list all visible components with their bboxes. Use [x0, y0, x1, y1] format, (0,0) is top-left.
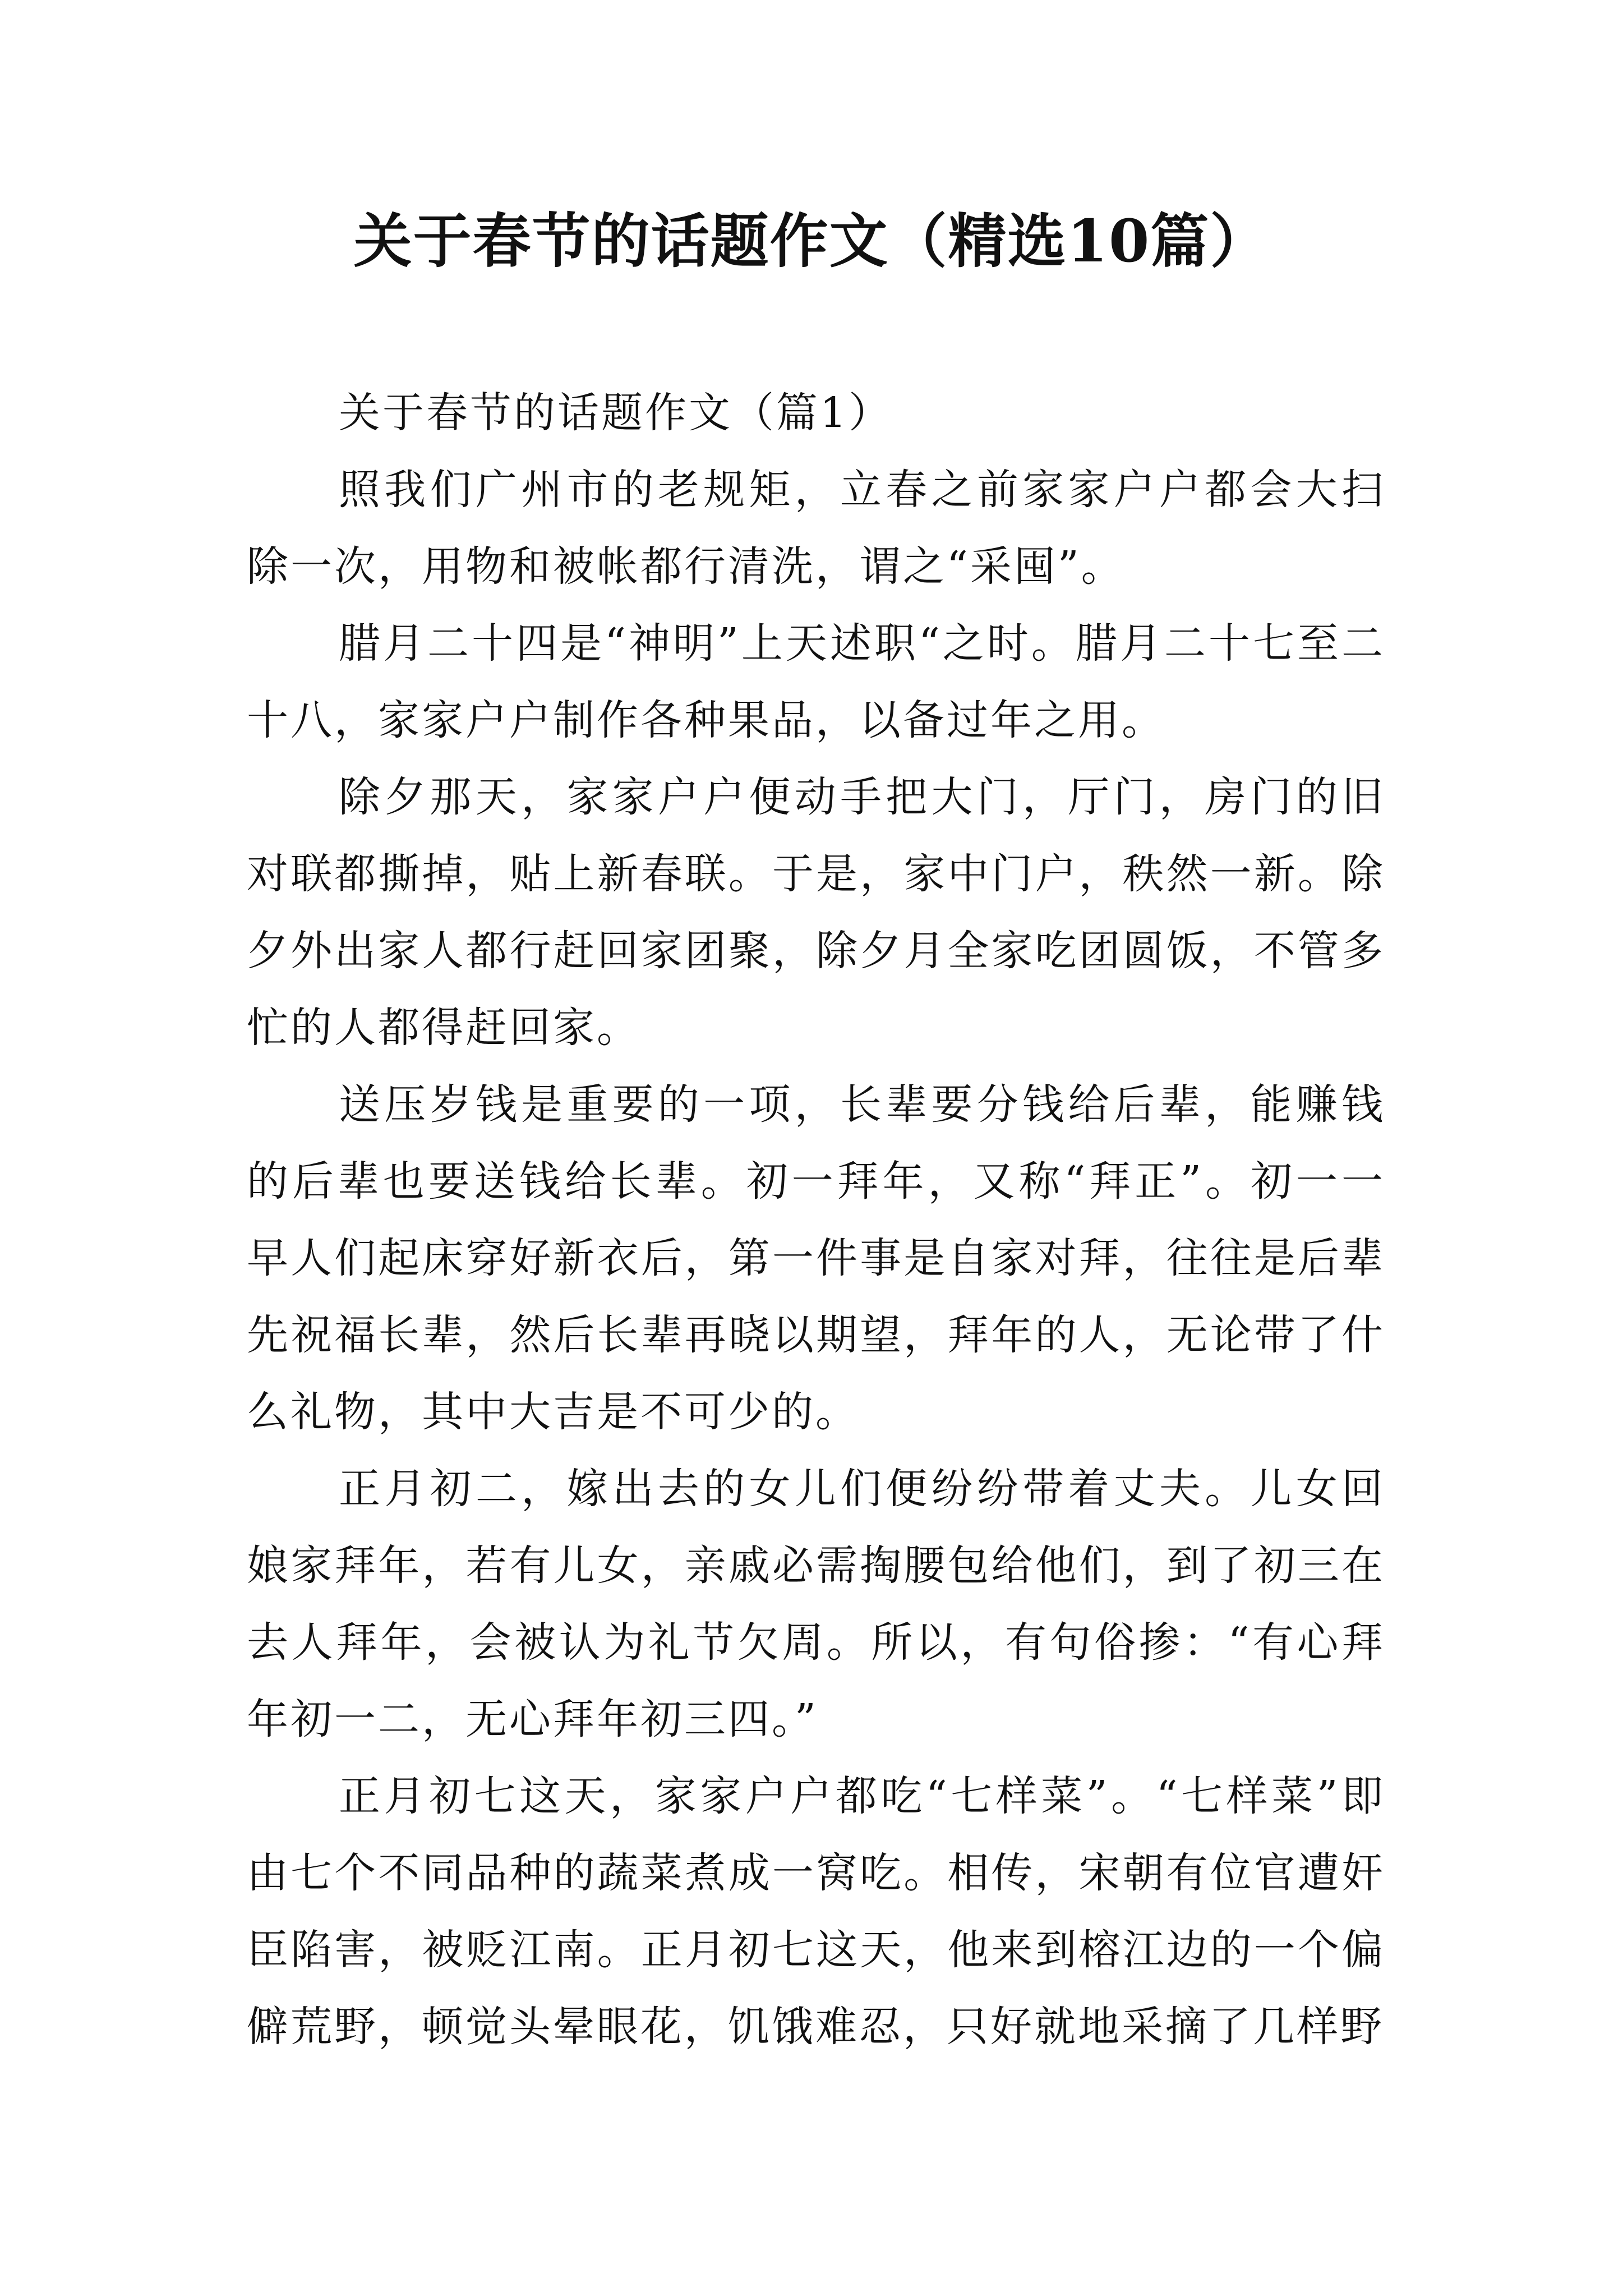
- paragraph-1: 照我们广州市的老规矩，立春之前家家户户都会大扫除一次，用物和被帐都行清洗，谓之“采囤”。: [247, 466, 1385, 591]
- section-heading: 关于春节的话题作文（篇1）: [339, 389, 893, 437]
- document-title: 关于春节的话题作文（精选10篇）: [353, 206, 1270, 275]
- paragraph-6: 正月初七这天，家家户户都吃“七样菜”。“七样菜”即由七个不同品种的蔬菜煮成一窝吃。相传，宋朝有位官遭奸臣陷害，被贬江南。正月初七这天，他来到榕江边的一个偏僻荒野，顿觉头晕眼花，饥饿难忍，只好就地采摘了几样野: [247, 1772, 1385, 2051]
- paragraph-4: 送压岁钱是重要的一项，长辈要分钱给后辈，能赚钱的后辈也要送钱给长辈。初一拜年，又称“拜正”。初一一早人们起床穿好新衣后，第一件事是自家对拜，往往是后辈先祝福长辈，然后长辈再晓以期望，拜年的人，无论带了什么礼物，其中大吉是不可少的。: [247, 1080, 1385, 1436]
- paragraph-5: 正月初二，嫁出去的女儿们便纷纷带着丈夫。儿女回娘家拜年，若有儿女，亲戚必需掏腰包给他们，到了初三在去人拜年，会被认为礼节欠周。所以，有句俗掺：“有心拜年初一二，无心拜年初三四。”: [247, 1465, 1385, 1743]
- paragraph-2: 腊月二十四是“神明”上天述职“之时。腊月二十七至二十八，家家户户制作各种果品，以备过年之用。: [247, 619, 1385, 744]
- document-body: [247, 375, 1385, 2065]
- paragraph-3: 除夕那天，家家户户便动手把大门，厅门，房门的旧对联都撕掉，贴上新春联。于是，家中门户，秩然一新。除夕外出家人都行赶回家团聚，除夕月全家吃团圆饭，不管多忙的人都得赶回家。: [247, 773, 1385, 1052]
